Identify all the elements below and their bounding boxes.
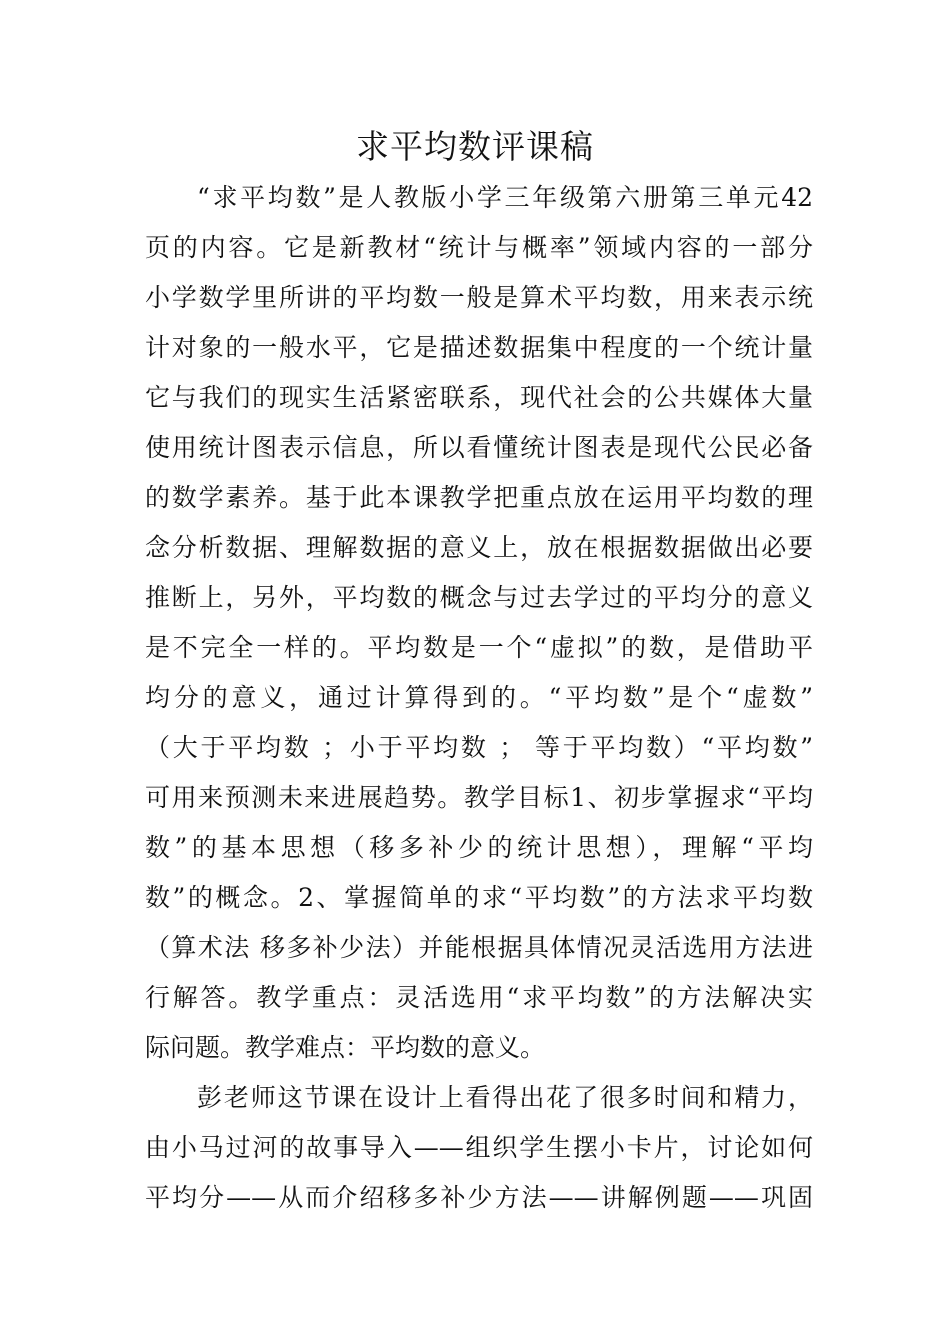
paragraph-1-line-15: 数”的概念。2、掌握简单的求“平均数”的方法求平均数 bbox=[145, 883, 813, 912]
paragraph-1-line-2: 页的内容。它是新教材“统计与概率”领域内容的一部分 bbox=[145, 233, 813, 262]
paragraph-1-line-16: （算术法 移多补少法）并能根据具体情况灵活选用方法进 bbox=[145, 933, 813, 962]
paragraph-2-line-2: 由小马过河的故事导入——组织学生摆小卡片，讨论如何 bbox=[145, 1133, 813, 1162]
paragraph-1-line-6: 使用统计图表示信息，所以看懂统计图表是现代公民必备 bbox=[145, 433, 813, 462]
paragraph-2-line-1: 彭老师这节课在设计上看得出花了很多时间和精力， bbox=[197, 1083, 813, 1112]
paragraph-1-line-3: 小学数学里所讲的平均数一般是算术平均数，用来表示统 bbox=[145, 283, 813, 312]
paragraph-1-line-14: 数”的基本思想（移多补少的统计思想），理解“平均 bbox=[145, 833, 813, 862]
paragraph-1-line-13: 可用来预测未来进展趋势。教学目标1、初步掌握求“平均 bbox=[145, 783, 813, 812]
paragraph-1-line-5: 它与我们的现实生活紧密联系，现代社会的公共媒体大量 bbox=[145, 383, 813, 412]
paragraph-1-line-11: 均分的意义，通过计算得到的。“平均数”是个“虚数” bbox=[145, 683, 813, 712]
paragraph-1-line-1: “求平均数”是人教版小学三年级第六册第三单元42 bbox=[197, 183, 813, 212]
paragraph-1-line-7: 的数学素养。基于此本课教学把重点放在运用平均数的理 bbox=[145, 483, 813, 512]
document-title: 求平均数评课稿 bbox=[356, 127, 594, 166]
paragraph-1-line-12: （大于平均数 ；小于平均数 ； 等于平均数）“平均数” bbox=[145, 733, 813, 762]
paragraph-1-line-18: 际问题。教学难点：平均数的意义。 bbox=[145, 1033, 546, 1062]
paragraph-2-line-3: 平均分——从而介绍移多补少方法——讲解例题——巩固 bbox=[145, 1183, 813, 1212]
paragraph-1-line-8: 念分析数据、理解数据的意义上，放在根据数据做出必要 bbox=[145, 533, 813, 562]
paragraph-1-line-10: 是不完全一样的。平均数是一个“虚拟”的数，是借助平 bbox=[145, 633, 813, 662]
paragraph-1-line-9: 推断上，另外，平均数的概念与过去学过的平均分的意义 bbox=[145, 583, 813, 612]
paragraph-1-line-17: 行解答。教学重点：灵活选用“求平均数”的方法解决实 bbox=[145, 983, 813, 1012]
paragraph-1-line-4: 计对象的一般水平，它是描述数据集中程度的一个统计量 bbox=[145, 333, 813, 362]
